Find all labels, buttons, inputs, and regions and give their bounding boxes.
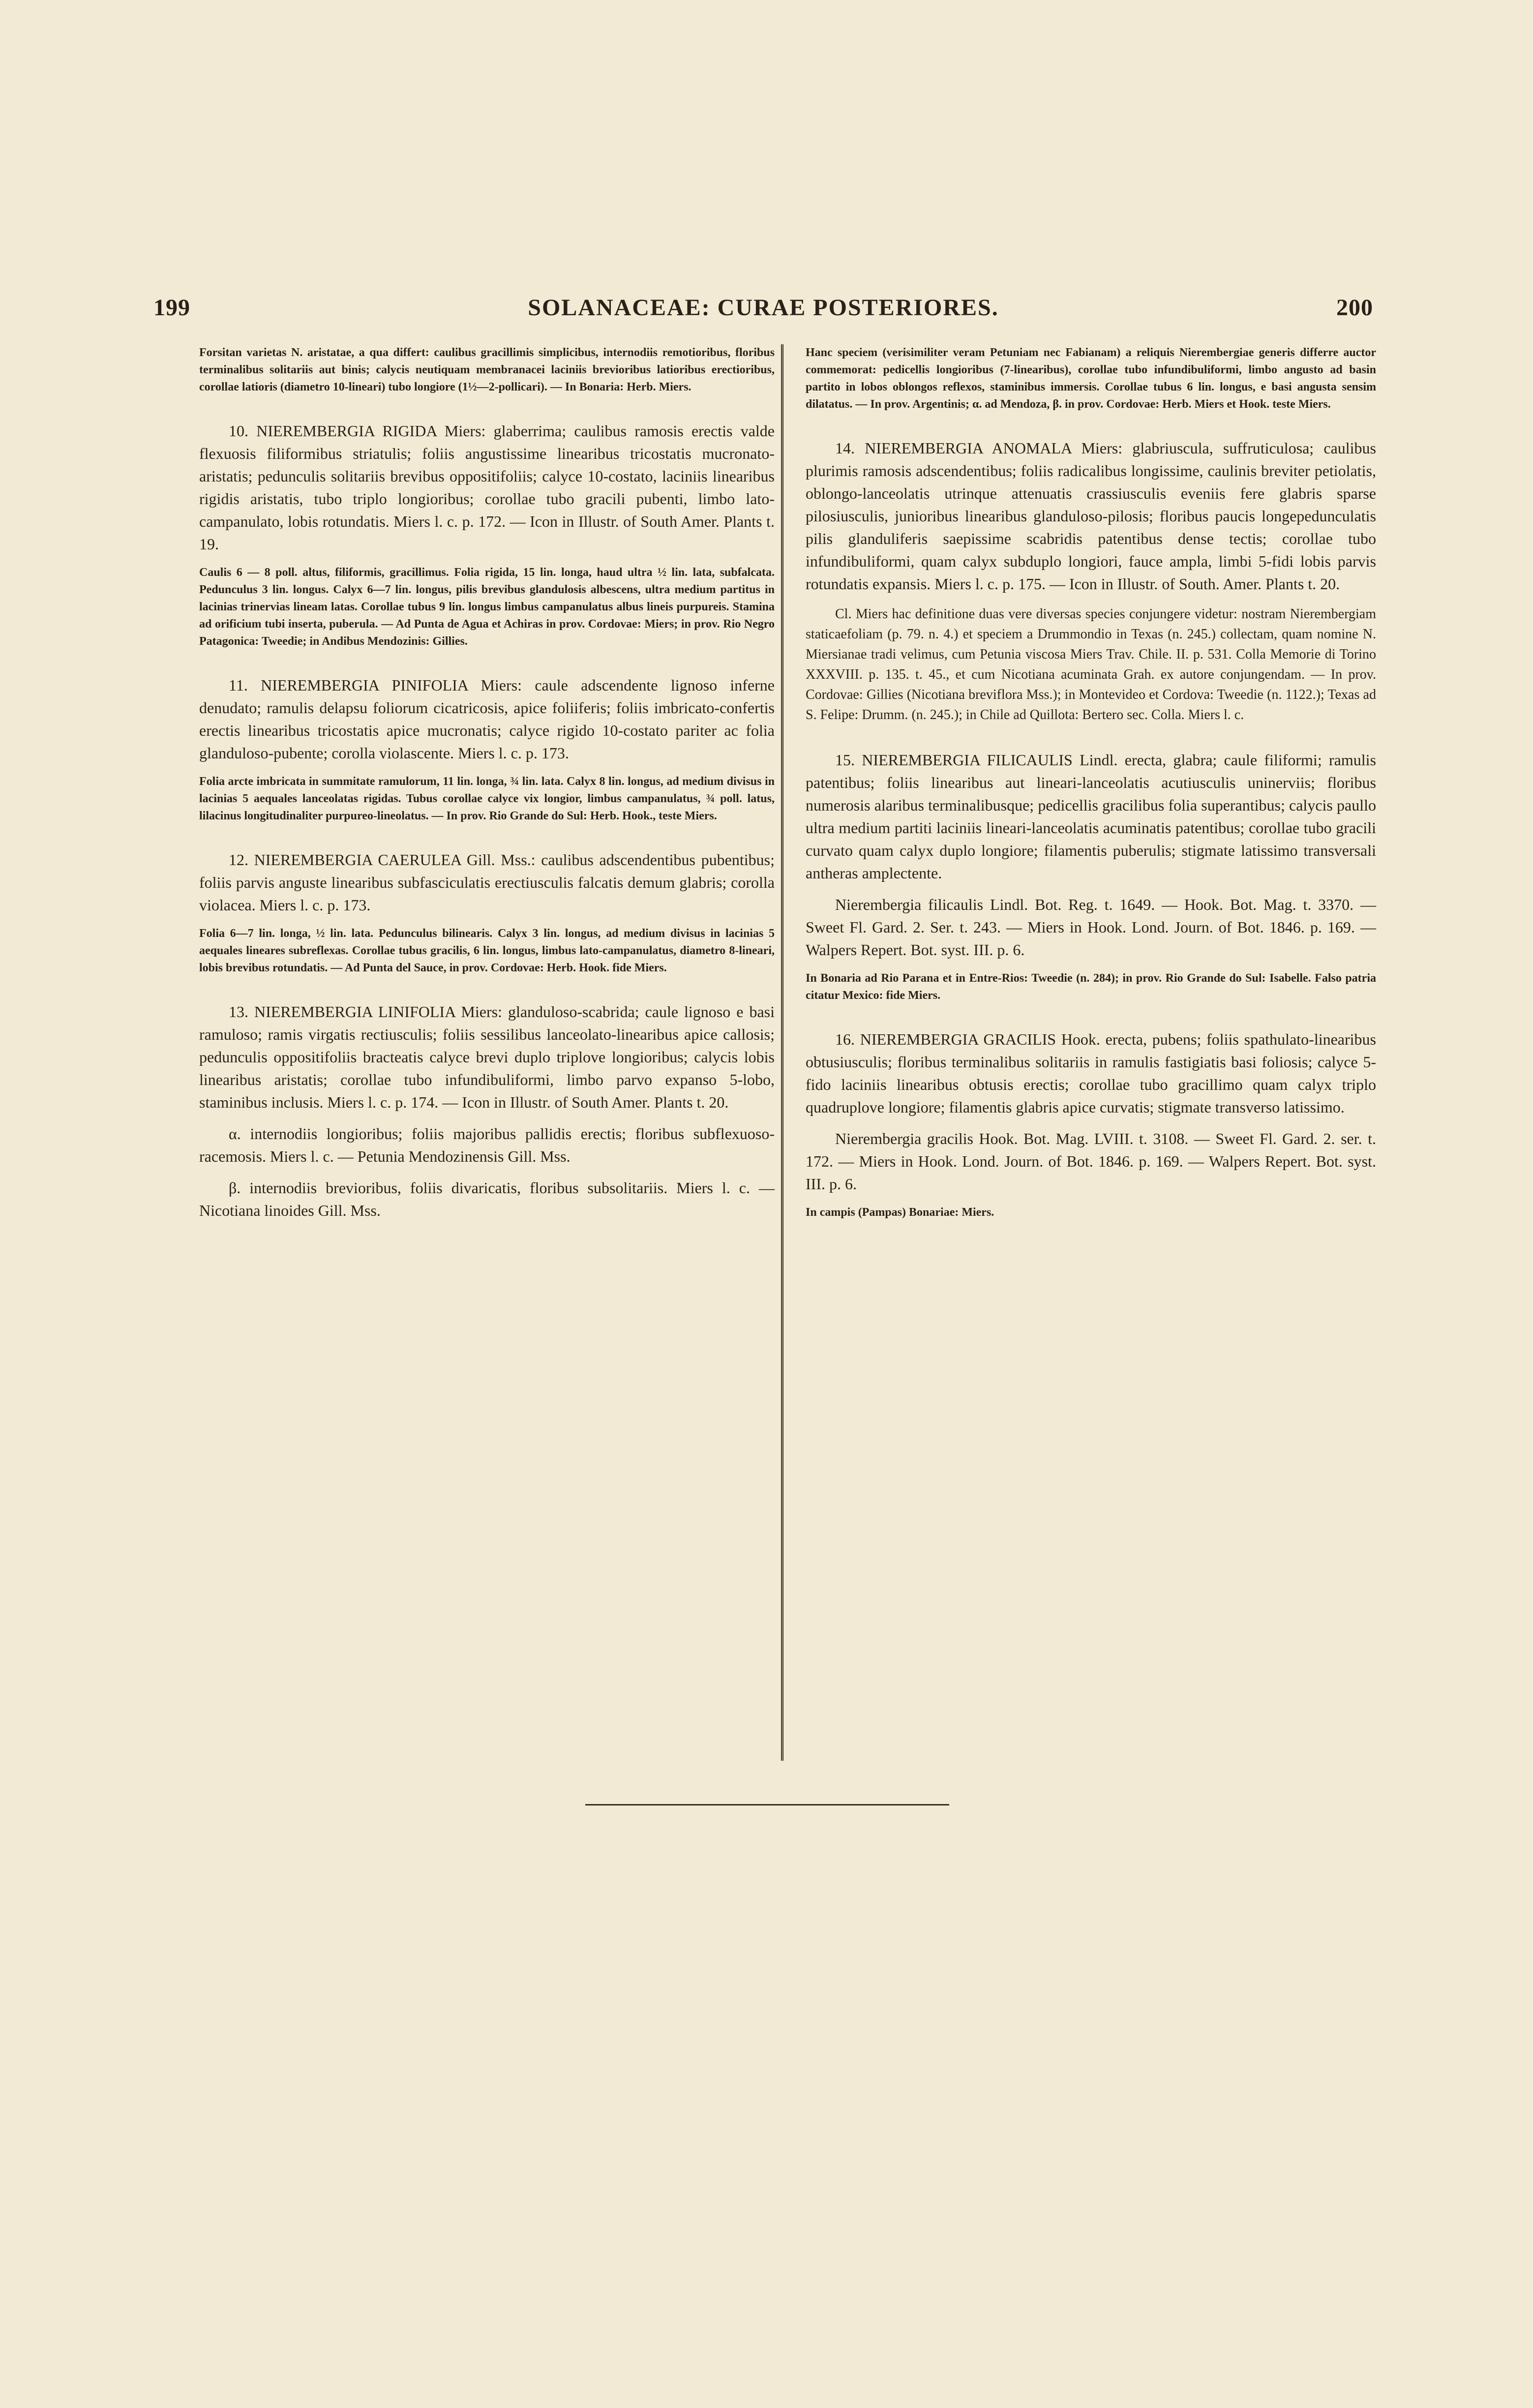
right-column <box>806 344 1376 1230</box>
species-entry-16: 16. NIEREMBERGIA GRACILIS Hook. erecta, pubens; foliis spathulato-linearibus obtusiusculis; floribus terminalibus solitariis in ramulis fastigiatis basi foliosis; calyce 5-fido laciniis linearibus obtusis erectis; corollae tubo gracillimo quam calyx triplo quadruplove longiore; filamentis glabris apice curvatis; stigmate transverso latissimo. <box>806 1030 1376 1116</box>
left-page-number: 199 <box>153 295 190 321</box>
running-header <box>153 294 1373 329</box>
paragraph: Hanc speciem (verisimiliter veram Petuniam nec Fabianam) a reliquis Nierembergiae generis differre auctor commemorat: pedicellis longioribus (7-linearibus), corollae tubo infundibuliformi, limbo angusto ad basin partito in lobos oblongos reflexos, staminibus immersis. Corollae tubus 6 lin. longus, e basi angusta sensim dilatatus. — In prov. Argentinis; α. ad Mendoza, β. in prov. Cordovae: Herb. Miers et Hook. teste Miers. <box>806 346 1376 411</box>
end-rule <box>585 1804 949 1806</box>
note-paragraph: Cl. Miers hac definitione duas vere diversas species conjungere videtur: nostram Nierembergiam staticaefoliam (p. 79. n. 4.) et speciem a Drummondio in Texas (n. 245.) collectam, quam nomine N. Miersianae tradi velimus, cum Petunia viscosa Miers Trav. Chile. II. p. 531. Colla Memorie di Torino XXXVIII. p. 135. t. 45., et cum Nicotiana acuminata Grah. ex autore conjungendam. — In prov. Cordovae: Gillies (Nicotiana breviflora Mss.); in Montevideo et Cordova: Tweedie (n. 1122.); Texas ad S. Felipe: Drumm. (n. 245.); in Chile ad Quillota: Bertero sec. Colla. Miers l. c. <box>806 606 1376 722</box>
synonymy-paragraph: Nierembergia gracilis Hook. Bot. Mag. LVIII. t. 3108. — Sweet Fl. Gard. 2. ser. t. 172. — Miers in Hook. Lond. Journ. of Bot. 1846. p. 169. — Walpers Repert. Bot. syst. III. p. 6. <box>806 1130 1376 1193</box>
description-paragraph: Folia arcte imbricata in summitate ramulorum, 11 lin. longa, ¾ lin. lata. Calyx 8 lin. longus, ad medium divisus in lacinias 5 aequales lanceolatas rigidas. Tubus corollae calyce vix longior, limbus campanulatus, ¾ poll. latus, lilacinus longitudinaliter purpureo-lineolatus. — In prov. Rio Grande do Sul: Herb. Hook., teste Miers. <box>199 775 775 822</box>
variety-beta: β. internodiis brevioribus, foliis divaricatis, floribus subsolitariis. Miers l. c. — Nicotiana linoides Gill. Mss. <box>199 1179 775 1219</box>
synonymy-paragraph: Nierembergia filicaulis Lindl. Bot. Reg. t. 1649. — Hook. Bot. Mag. t. 3370. — Sweet Fl. Gard. 2. Ser. t. 243. — Miers in Hook. Lond. Journ. of Bot. 1846. p. 169. — Walpers Repert. Bot. syst. III. p. 6. <box>806 896 1376 959</box>
species-entry-12: 12. NIEREMBERGIA CAERULEA Gill. Mss.: caulibus adscendentibus pubentibus; foliis parvis anguste linearibus subfasciculatis erectiusculis falcatis demum glabris; corolla violacea. Miers l. c. p. 173. <box>199 851 775 914</box>
running-head-title: SOLANACEAE: CURAE POSTERIORES. <box>528 295 999 321</box>
description-paragraph: Caulis 6 — 8 poll. altus, filiformis, gracillimus. Folia rigida, 15 lin. longa, haud ultra ½ lin. lata, subfalcata. Pedunculus 3 lin. longus. Calyx 6—7 lin. longus, pilis brevibus glandulosis albescens, ultra medium partitus in lacinias trinervias lineam latas. Corollae tubus 9 lin. longus limbus campanulatus albus lineis purpureis. Stamina ad orificium tubi inserta, puberula. — Ad Punta de Agua et Achiras in prov. Cordovae: Miers; in prov. Rio Negro Patagonica: Tweedie; in Andibus Mendozinis: Gillies. <box>199 566 775 648</box>
variety-alpha: α. internodiis longioribus; foliis majoribus pallidis erectis; floribus subflexuoso-racemosis. Miers l. c. — Petunia Mendozinensis Gill. Mss. <box>199 1125 775 1165</box>
species-entry-15: 15. NIEREMBERGIA FILICAULIS Lindl. erecta, glabra; caule filiformi; ramulis patentibus; foliis linearibus aut lineari-lanceolatis acutiusculis uninerviis; floribus numerosis alaribus terminalibusque; pedicellis gracilibus folia superantibus; calycis paullo ultra medium partiti laciniis lineari-lanceolatis acuminatis patentibus; corollae tubo gracili curvato quam calyx duplo longiore; filamentis puberulis; stigmate latissimo transversali antheras amplectente. <box>806 751 1376 882</box>
left-column <box>199 344 775 1231</box>
locality-paragraph: In Bonaria ad Rio Parana et in Entre-Rios: Tweedie (n. 284); in prov. Rio Grande do Sul: Isabelle. Falso patria citatur Mexico: fide Miers. <box>806 972 1376 1002</box>
species-entry-10: 10. NIEREMBERGIA RIGIDA Miers: glaberrima; caulibus ramosis erectis valde flexuosis filiformibus striatulis; foliis angustissime linearibus tricostatis mucronato-aristatis; pedunculis solitariis brevibus oppositifoliis; calyce 10-costato, laciniis linearibus rigidis aristatis, tubo triplo longioribus; corollae tubo gracili pubenti, limbo lato-campanulato, lobis rotundatis. Miers l. c. p. 172. — Icon in Illustr. of South Amer. Plants t. 19. <box>199 422 775 553</box>
paragraph: Forsitan varietas N. aristatae, a qua differt: caulibus gracillimis simplicibus, internodiis remotioribus, floribus terminalibus solitariis aut binis; calycis neutiquam membranacei laciniis brevioribus latioribus erectioribus, corollae latioris (diametro 10-lineari) tubo longiore (1½—2-pollicari). — In Bonaria: Herb. Miers. <box>199 346 775 393</box>
locality-paragraph: In campis (Pampas) Bonariae: Miers. <box>806 1206 994 1219</box>
species-entry-13: 13. NIEREMBERGIA LINIFOLIA Miers: glanduloso-scabrida; caule lignoso e basi ramuloso; ramis virgatis rectiusculis; foliis sessilibus lanceolato-linearibus apice callosis; pedunculis oppositifoliis bracteatis calyce brevi duplo triplove longioribus; calycis lobis linearibus aristatis; corollae tubo infundibuliformi, limbo parvo expanso 5-lobo, staminibus inclusis. Miers l. c. p. 174. — Icon in Illustr. of South Amer. Plants t. 20. <box>199 1003 775 1111</box>
species-entry-11: 11. NIEREMBERGIA PINIFOLIA Miers: caule adscendente lignoso inferne denudato; ramulis delapsu foliorum cicatricosis, apice foliiferis; foliis imbricato-confertis erectis linearibus tricostatis apice mucronatis; calyce rigido 10-costato pariter ac folia glanduloso-pubente; corolla violascente. Miers l. c. p. 173. <box>199 676 775 762</box>
column-divider <box>781 344 783 1761</box>
description-paragraph: Folia 6—7 lin. longa, ½ lin. lata. Pedunculus bilinearis. Calyx 3 lin. longus, ad medium divisus in lacinias 5 aequales lineares subreflexas. Corollae tubus gracilis, 6 lin. longus, limbus lato-campanulatus, diametro 8-lineari, lobis brevibus rotundatis. — Ad Punta del Sauce, in prov. Cordovae: Herb. Hook. fide Miers. <box>199 927 775 974</box>
species-entry-14: 14. NIEREMBERGIA ANOMALA Miers: glabriuscula, suffruticulosa; caulibus plurimis ramosis adscendentibus; foliis radicalibus longissime, caulinis breviter petiolatis, oblongo-lanceolatis utrinque attenuatis crassiusculis eveniis fere glabris sparse pilosiusculis, junioribus linearibus glanduloso-pilosis; floribus paucis longepedunculatis pilis glanduliferis saepissime scabridis patentibus dense tectis; corollae tubo infundibuliformi, quam calyx subduplo longiori, fauce ampla, limbi 5-fidi lobis parvis rotundatis expansis. Miers l. c. p. 175. — Icon in Illustr. of South. Amer. Plants t. 20. <box>806 439 1376 593</box>
right-page-number: 200 <box>1336 295 1373 321</box>
